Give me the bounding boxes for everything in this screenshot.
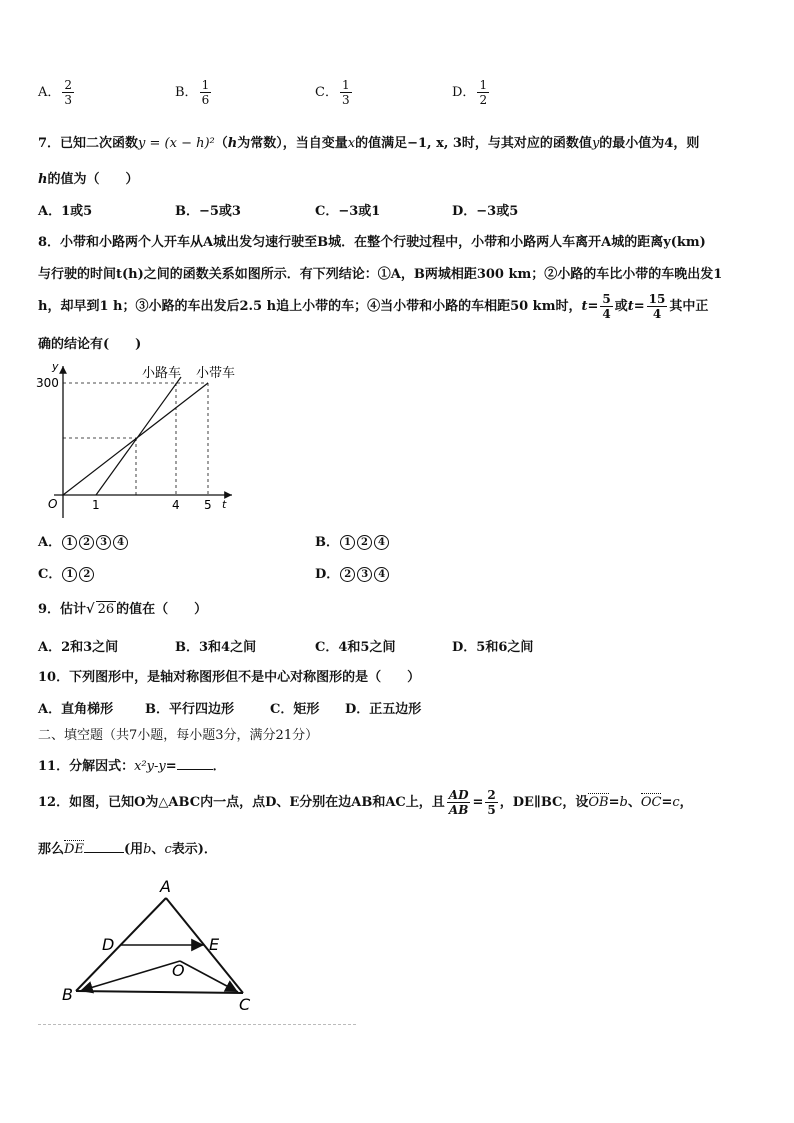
q12-stem: 12．如图，已知O为△ABC内一点，点D、E分别在边AB和AC上，且 $\frac{AD}{AB}$ = $\frac{2}{5}$ ，DE∥BC，设OB=b、OC=c， — [38, 788, 693, 817]
q9-option-c: C．4和5之间 — [315, 640, 396, 655]
label-c: C — [239, 995, 251, 1014]
q9-option-a: A．2和3之间 — [38, 640, 119, 655]
q8-line3: h，却早到1 h；③小路的车出发后2.5 h追上小带的车；④当小带和小路的车相距50 km时，t= $\frac{5}{4}$ 或t= $\frac{15}{4}$ 其中正 — [38, 292, 709, 321]
q7-stem: 7．已知二次函数y = (x − h)²（h为常数），当自变量x的值满足−1, x, 3时，与其对应的函数值y的最小值为4，则 — [38, 136, 700, 151]
q7-option-a: A．1或5 — [38, 204, 93, 219]
q8-line4: 确的结论有( ) — [38, 337, 142, 352]
label-xiaolu: 小路车 — [142, 366, 182, 381]
q6-option-b: B． $\frac{1}{6}$ — [175, 78, 210, 107]
q9-option-b: B．3和4之间 — [175, 640, 257, 655]
q7-option-d: D．−3或5 — [452, 204, 519, 219]
q8-option-c: C． 1 2 — [38, 563, 95, 582]
y-tick-300: 300 — [36, 376, 59, 390]
vector-ob — [80, 961, 180, 991]
q10-option-d: D．正五边形 — [345, 702, 422, 717]
xiaolu-line — [96, 377, 181, 495]
q10-option-a: A．直角梯形 — [38, 702, 114, 717]
label-d: D — [102, 935, 115, 954]
t-axis-label: t — [222, 498, 227, 511]
separator-dashed — [38, 1024, 356, 1025]
origin-label: O — [48, 497, 58, 511]
label-a: A — [160, 877, 171, 896]
label-o: O — [172, 961, 185, 980]
x-tick-5: 5 — [204, 498, 212, 512]
q12-stem-line2: 那么DE (用b、c表示)． — [38, 842, 217, 857]
q8-graph — [36, 360, 246, 520]
q10-option-b: B．平行四边形 — [145, 702, 234, 717]
q6-option-c: C． $\frac{1}{3}$ — [315, 78, 350, 107]
q10-stem: 10．下列图形中，是轴对称图形但不是中心对称图形的是（ ） — [38, 670, 421, 685]
q7-option-c: C．−3或1 — [315, 204, 381, 219]
q7-stem-line2: h的值为（ ） — [38, 172, 139, 187]
q11-stem: 11．分解因式：x²y-y= ． — [38, 759, 226, 774]
q8-option-d: D． 2 3 4 — [315, 563, 390, 582]
xiaodai-line — [63, 383, 208, 495]
q9-option-d: D．5和6之间 — [452, 640, 534, 655]
q8-option-b: B． 1 2 4 — [315, 531, 390, 550]
label-b: B — [62, 985, 73, 1004]
q6-option-d: D． $\frac{1}{2}$ — [452, 78, 488, 107]
y-axis-label: y — [52, 360, 59, 373]
q8-line2: 与行驶的时间t(h)之间的函数关系如图所示．有下列结论：①A，B两城相距300 km；②小路的车比小带的车晚出发1 — [38, 267, 723, 282]
q10-option-c: C．矩形 — [270, 702, 320, 717]
q12-triangle-figure — [58, 876, 258, 1016]
section-2-heading: 二、填空题（共7小题，每小题3分，满分21分） — [38, 728, 319, 743]
q9-stem: 9．估计√ 26 的值在（ ） — [38, 602, 208, 617]
x-tick-1: 1 — [92, 498, 100, 512]
label-xiaodai: 小带车 — [196, 366, 236, 381]
side-bc — [76, 991, 243, 993]
q8-line1: 8．小带和小路两个人开车从A城出发匀速行驶至B城．在整个行驶过程中，小带和小路两人车离开A城的距离y(km) — [38, 235, 706, 250]
q6-option-a: A． $\frac{2}{3}$ — [38, 78, 73, 107]
x-tick-4: 4 — [172, 498, 180, 512]
q7-option-b: B．−5或3 — [175, 204, 241, 219]
label-e: E — [209, 935, 220, 954]
q8-option-a: A． 1 2 3 4 — [38, 531, 129, 550]
